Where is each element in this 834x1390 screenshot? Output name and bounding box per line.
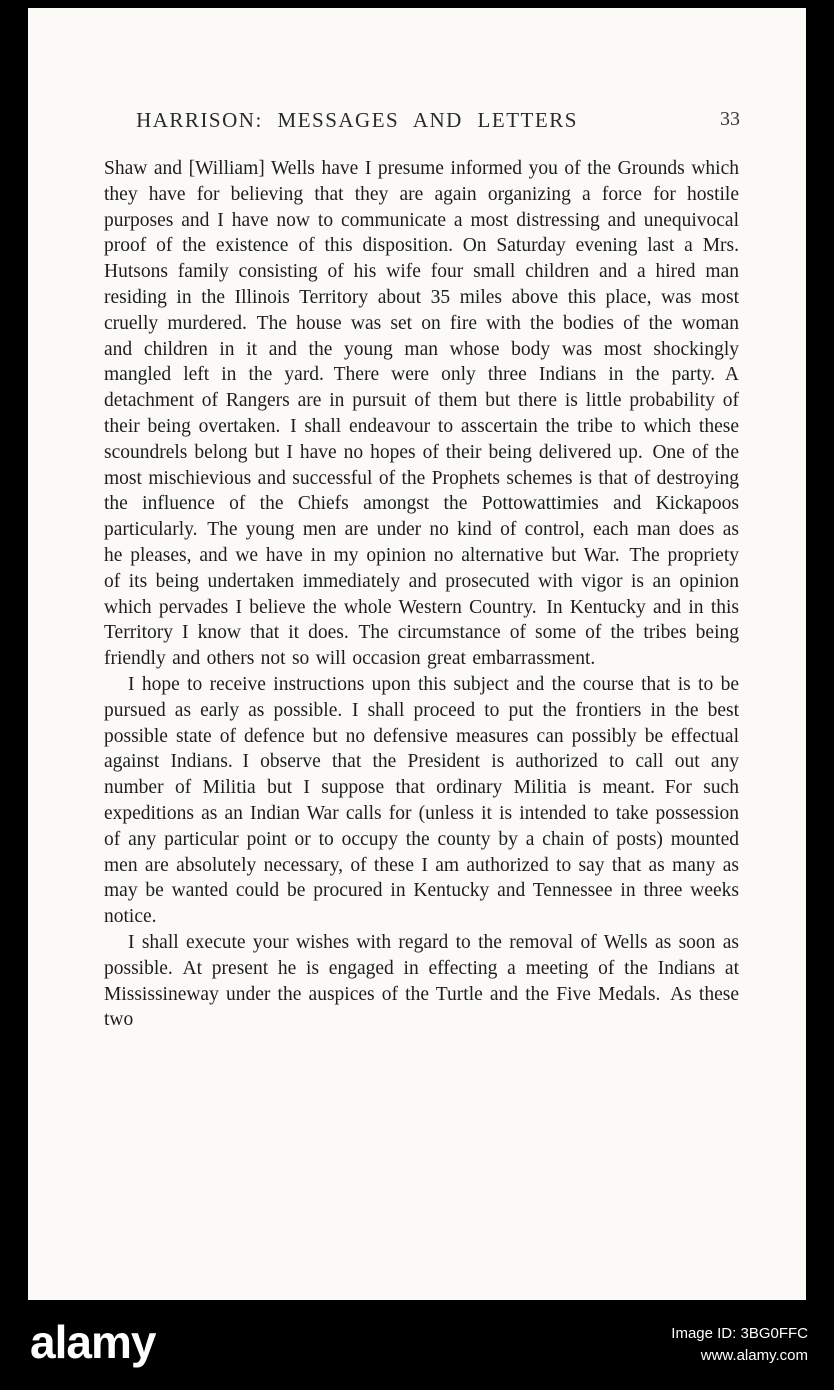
watermark-bar	[0, 1300, 834, 1390]
running-head-title: HARRISON: MESSAGES AND LETTERS	[136, 108, 578, 132]
paragraph: I shall execute your wishes with regard to the removal of Wells as soon as possible. At present he is engaged in effecting a meeting of the Indians at Mississineway under the auspices of the Turtle and the Five Medals. As these two	[104, 931, 739, 1031]
paragraph: Shaw and [William] Wells have I presume informed you of the Grounds which they have for believing that they are again organizing a force for hostile purposes and I have now to communicate a most distressing and unequivocal proof of the existence of this disposition. On Saturday evening last a Mrs. Hutsons family consisting of his wife four small children and a hired man residing in the Illinois Territory about 35 miles above this place, was most cruelly murdered. The house was set on fire with the bodies of the woman and children in it and the young man whose body was most shockingly mangled left in the yard. There were only three Indians in the party. A detachment of Rangers are in pursuit of them but there is little probability of their being overtaken. I shall endeavour to asscertain the tribe to which these scoundrels belong but I have no hopes of their being delivered up. One of the most mischievious and successful of the Prophets schemes is that of destroying the influence of the Chiefs amongst the Pottowattimies and Kickapoos particularly. The young men are under no kind of control, each man does as he pleases, and we have in my opinion no alternative but War. The propriety of its being undertaken immediately and prosecuted with vigor is an opinion which pervades I believe the whole Western Country. In Kentucky and in this Territory I know that it does. The circumstance of some of the tribes being friendly and others not so will occasion great embarrassment.	[104, 158, 739, 670]
page-body-text	[104, 156, 739, 1033]
page-number: 33	[720, 108, 740, 130]
watermark-meta	[671, 1323, 808, 1367]
scanned-book-page	[28, 8, 806, 1300]
alamy-logo: alamy	[30, 1316, 156, 1368]
image-id-label: Image ID: 3BG0FFC	[671, 1325, 808, 1342]
page-header	[28, 108, 806, 138]
alamy-site-url: www.alamy.com	[700, 1347, 808, 1364]
paragraph: I hope to receive instructions upon this subject and the course that is to be pursued as early as possible. I shall proceed to put the frontiers in the best possible state of defence but no defensive measures can possibly be effectual against Indians. I observe that the President is authorized to call out any number of Militia but I suppose that ordinary Militia is meant. For such expeditions as an Indian War calls for (unless it is intended to take possession of any particular point or to occupy the county by a chain of posts) mounted men are absolutely necessary, of these I am authorized to say that as many as may be wanted could be procured in Kentucky and Tennessee in three weeks notice.	[104, 673, 739, 928]
